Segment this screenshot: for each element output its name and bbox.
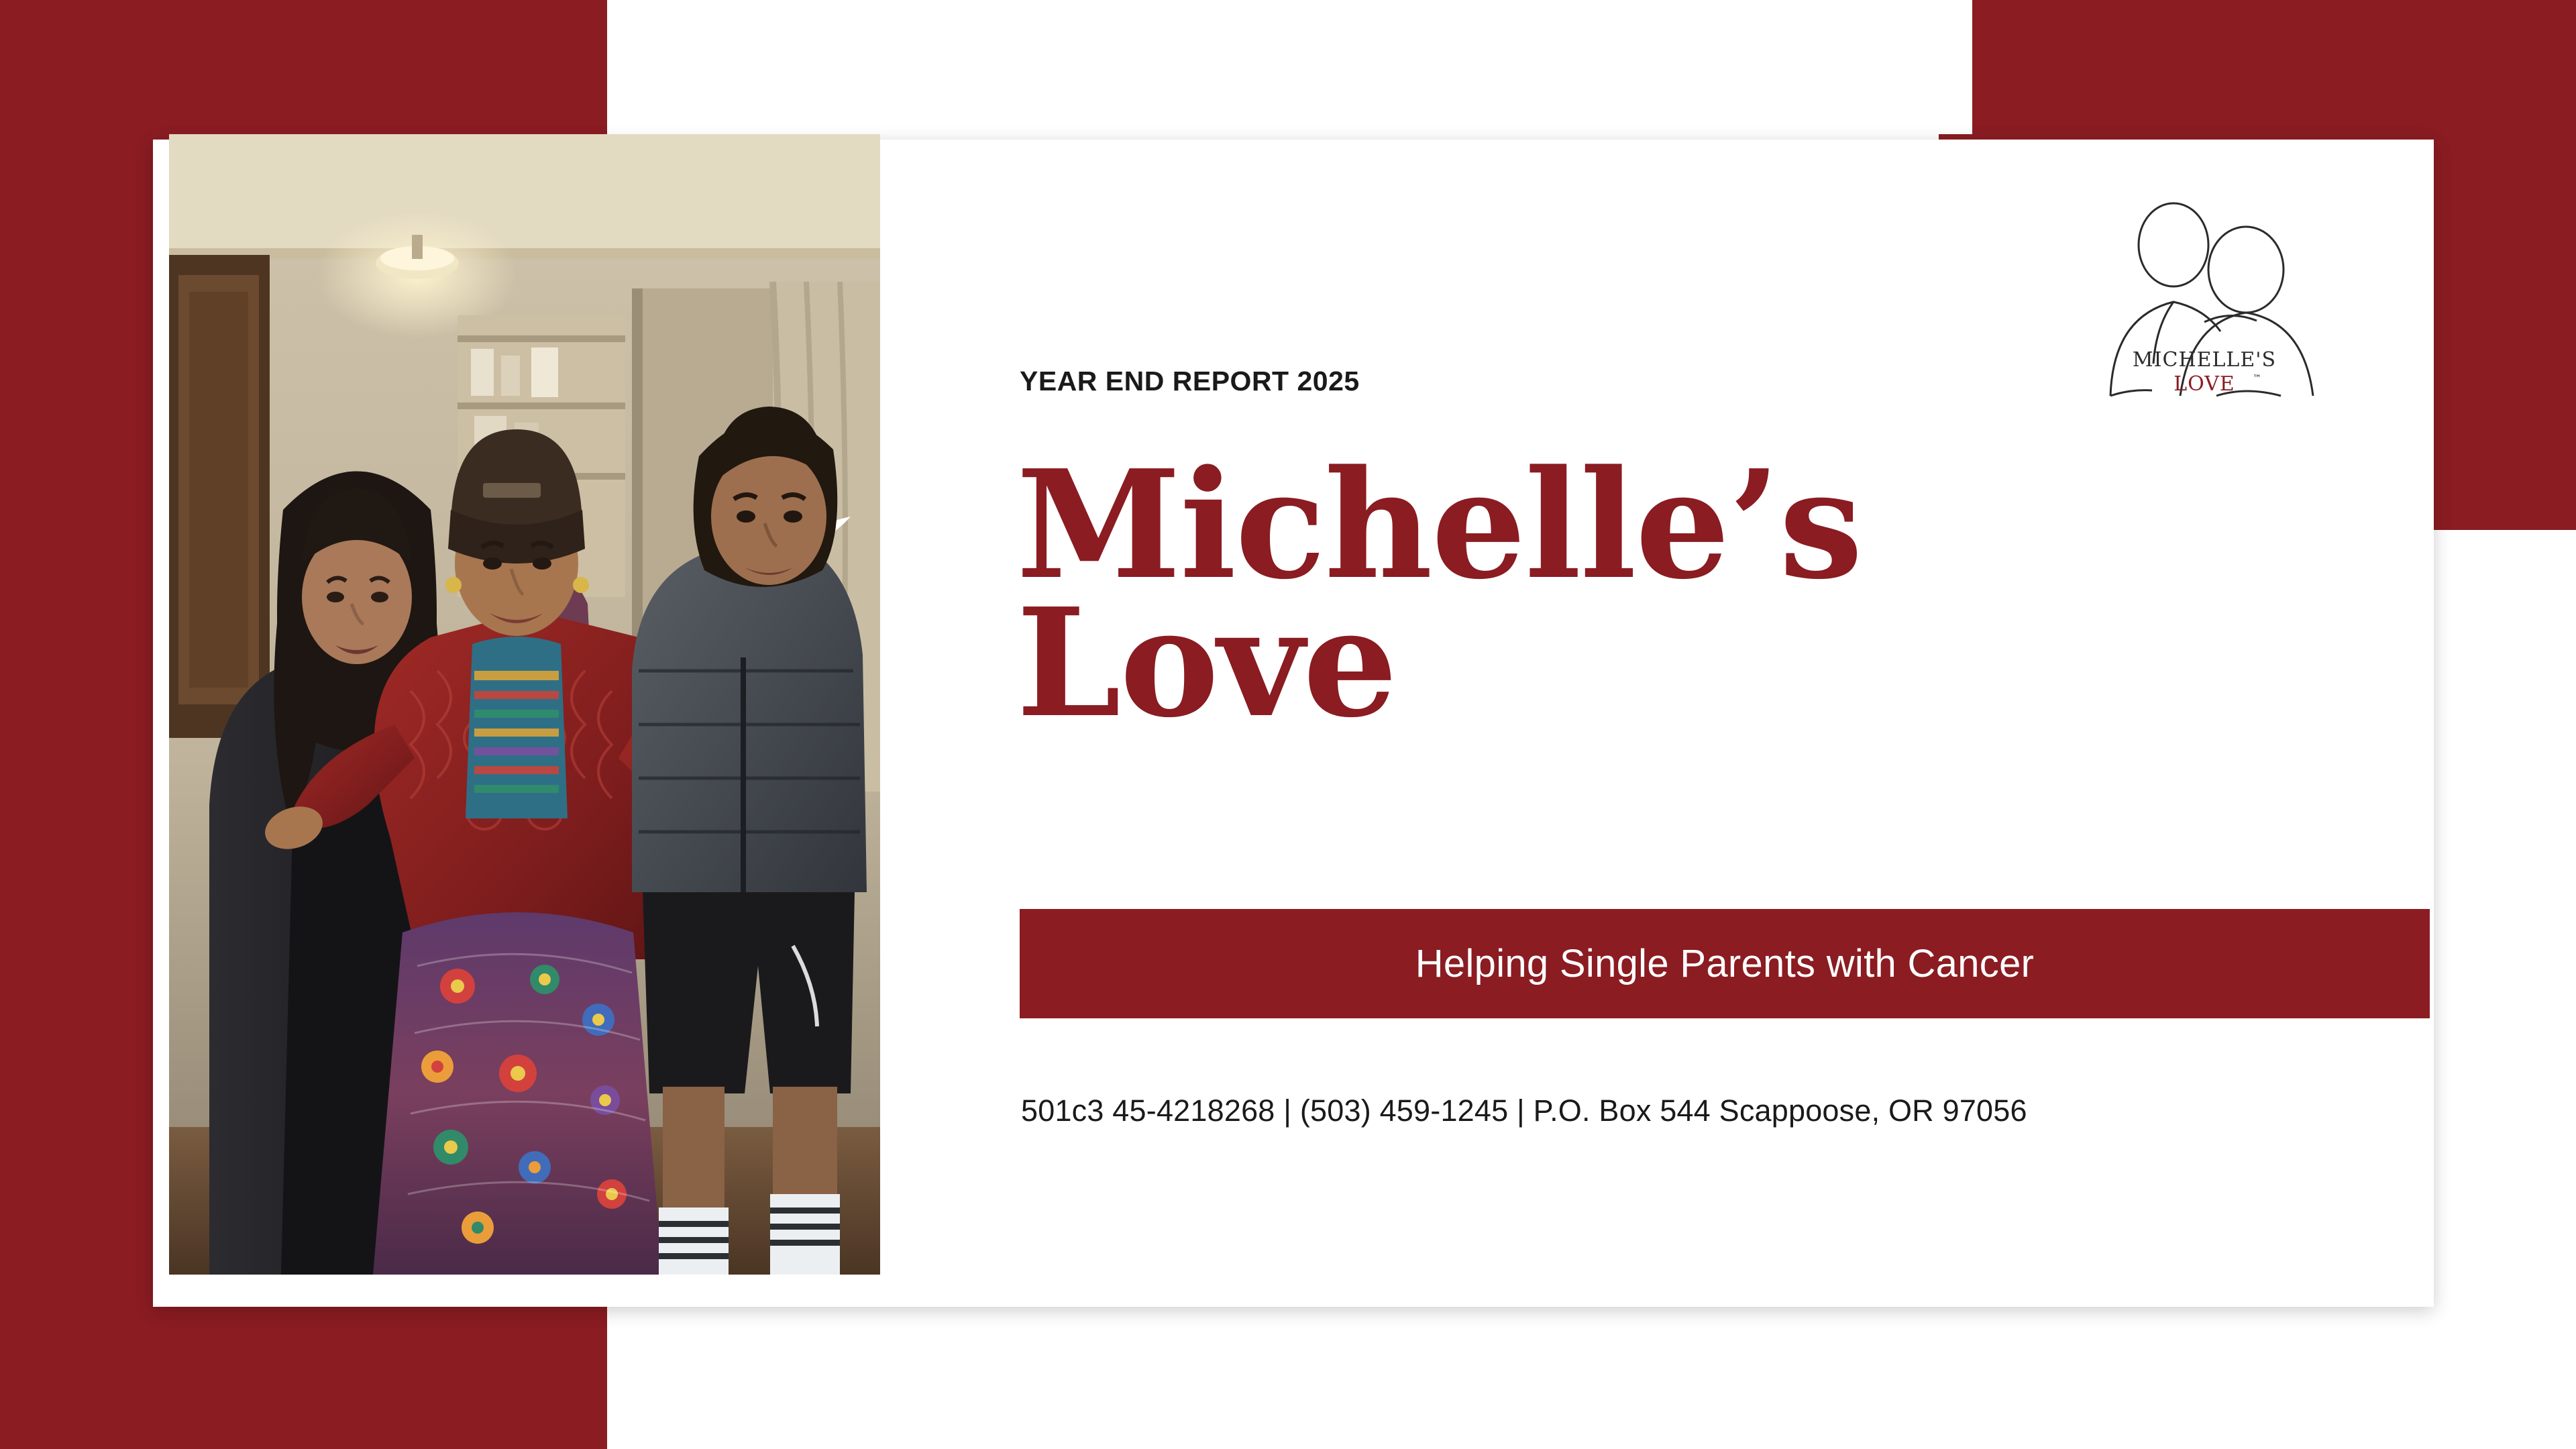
- contact-line: 501c3 45-4218268 | (503) 459-1245 | P.O. Box 544 Scappoose, OR 97056: [1021, 1093, 2027, 1128]
- background-block-white-top: [607, 0, 1972, 134]
- organization-title: [1016, 438, 2090, 751]
- tagline-banner: [1020, 909, 2430, 1018]
- michelles-love-logo: [2073, 195, 2348, 429]
- family-photo: [169, 134, 880, 1275]
- logo-word-bottom: LOVE: [2174, 372, 2235, 396]
- title-line-2: Love: [1016, 576, 1397, 751]
- report-eyebrow: YEAR END REPORT 2025: [1020, 366, 1360, 396]
- logo-word-top: MICHELLE'S: [2132, 348, 2277, 372]
- logo-trademark: ™: [2253, 374, 2261, 384]
- tagline-text: Helping Single Parents with Cancer: [1415, 942, 2035, 985]
- title-line-1: Michelle’s: [1016, 438, 1862, 612]
